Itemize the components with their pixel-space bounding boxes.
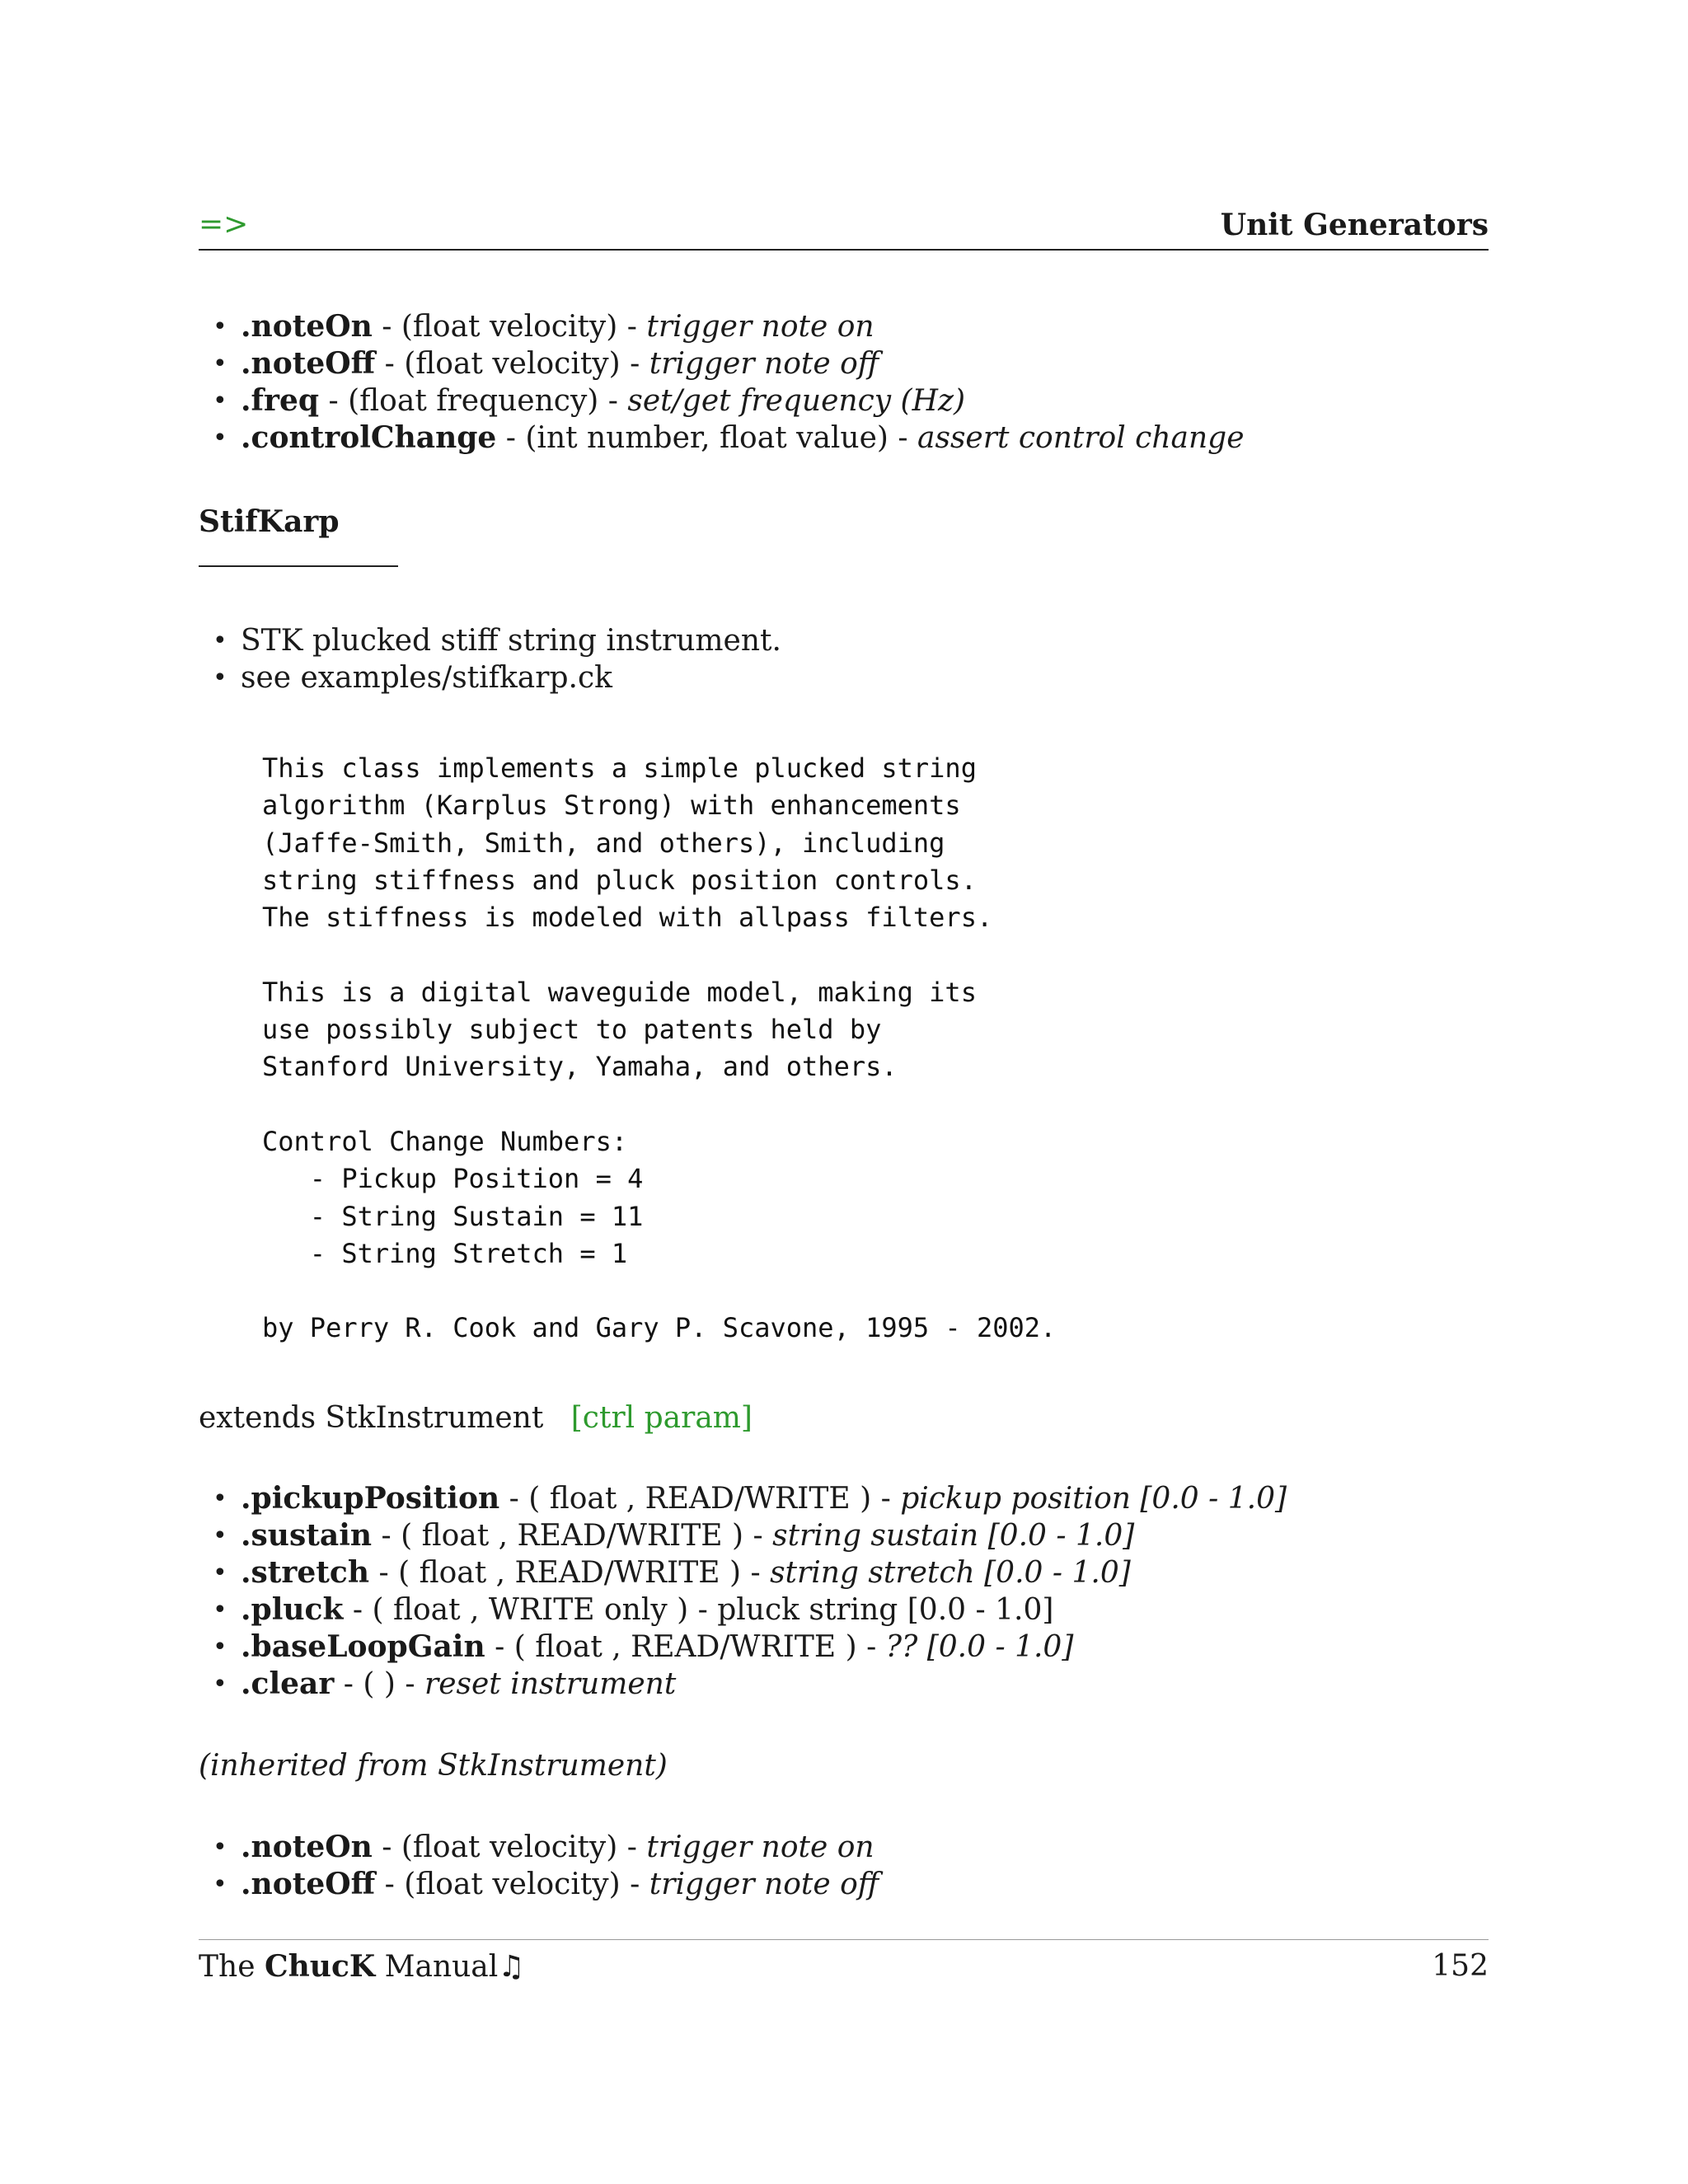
- list-item: • .noteOn - (float velocity) - trigger note on: [213, 309, 874, 344]
- extends-line: [199, 1401, 753, 1435]
- list-item: • .noteOff - (float velocity) - trigger note off: [213, 1867, 879, 1901]
- footer-brand: ChucK: [264, 1949, 376, 1984]
- bullet-icon: •: [213, 1870, 227, 1899]
- list-item: • .pluck - ( float , WRITE only ) - pluck string [0.0 - 1.0]: [213, 1592, 1054, 1627]
- bullet-icon: •: [213, 663, 227, 692]
- footer-rule: [199, 1939, 1489, 1940]
- bullet-icon: •: [213, 1670, 227, 1699]
- bullet-icon: •: [213, 1596, 227, 1624]
- bullet-icon: •: [213, 349, 227, 378]
- bullet-icon: •: [213, 387, 227, 415]
- class-description-code: This class implements a simple plucked string algorithm (Karplus Strong) with enhancements (Jaffe-Smith, Smith, and others), including string stiffness and pluck position controls. The stiffness is modeled with allpass filters. This is a digital waveguide model, making its use possibly subject to patents held by Stanford University, Yamaha, and others. Control Change Numbers: - Pickup Position = 4 - String Sustain = 11 - String Stretch = 1 by Perry R. Cook and Gary P. Scavone, 1995 - 2002.: [262, 752, 1057, 1344]
- top-method-list: [213, 308, 1245, 457]
- bullet-icon: •: [213, 424, 227, 452]
- list-item: • STK plucked stiff string instrument.: [213, 624, 781, 658]
- bullet-icon: •: [213, 312, 227, 341]
- bullet-icon: •: [213, 1558, 227, 1587]
- extends-text: extends StkInstrument: [199, 1401, 544, 1435]
- list-item: • .baseLoopGain - ( float , READ/WRITE ) - ?? [0.0 - 1.0]: [213, 1629, 1074, 1664]
- header-section-title: Unit Generators: [1220, 208, 1489, 242]
- header-arrow: =>: [199, 208, 249, 241]
- param-list: [213, 1480, 1287, 1703]
- ugen-title: StifKarp: [199, 504, 340, 539]
- ugen-notes-list: [213, 622, 781, 696]
- bullet-icon: •: [213, 1521, 227, 1550]
- bullet-icon: •: [213, 1484, 227, 1513]
- page-header: [199, 208, 1489, 251]
- list-item: • see examples/stifkarp.ck: [213, 661, 612, 695]
- title-underline: [199, 565, 398, 567]
- list-item: • .noteOn - (float velocity) - trigger note on: [213, 1830, 874, 1864]
- list-item: • .sustain - ( float , READ/WRITE ) - string sustain [0.0 - 1.0]: [213, 1518, 1135, 1553]
- inherited-method-list: [213, 1829, 879, 1903]
- list-item: • .stretch - ( float , READ/WRITE ) - string stretch [0.0 - 1.0]: [213, 1555, 1131, 1590]
- ctrl-param-label: [ctrl param]: [570, 1401, 753, 1435]
- list-item: • .clear - ( ) - reset instrument: [213, 1666, 677, 1701]
- list-item: • .noteOff - (float velocity) - trigger note off: [213, 346, 879, 381]
- list-item: • .controlChange - (int number, float value) - assert control change: [213, 420, 1245, 455]
- inherited-label: (inherited from StkInstrument): [199, 1749, 668, 1783]
- bullet-icon: •: [213, 1633, 227, 1661]
- footer-title: The ChucK Manual♫: [199, 1949, 525, 1984]
- list-item: • .freq - (float frequency) - set/get frequency (Hz): [213, 383, 965, 418]
- bullet-icon: •: [213, 1833, 227, 1862]
- bullet-icon: •: [213, 626, 227, 655]
- list-item: • .pickupPosition - ( float , READ/WRITE ) - pickup position [0.0 - 1.0]: [213, 1481, 1287, 1516]
- page-number: 152: [1432, 1949, 1489, 1983]
